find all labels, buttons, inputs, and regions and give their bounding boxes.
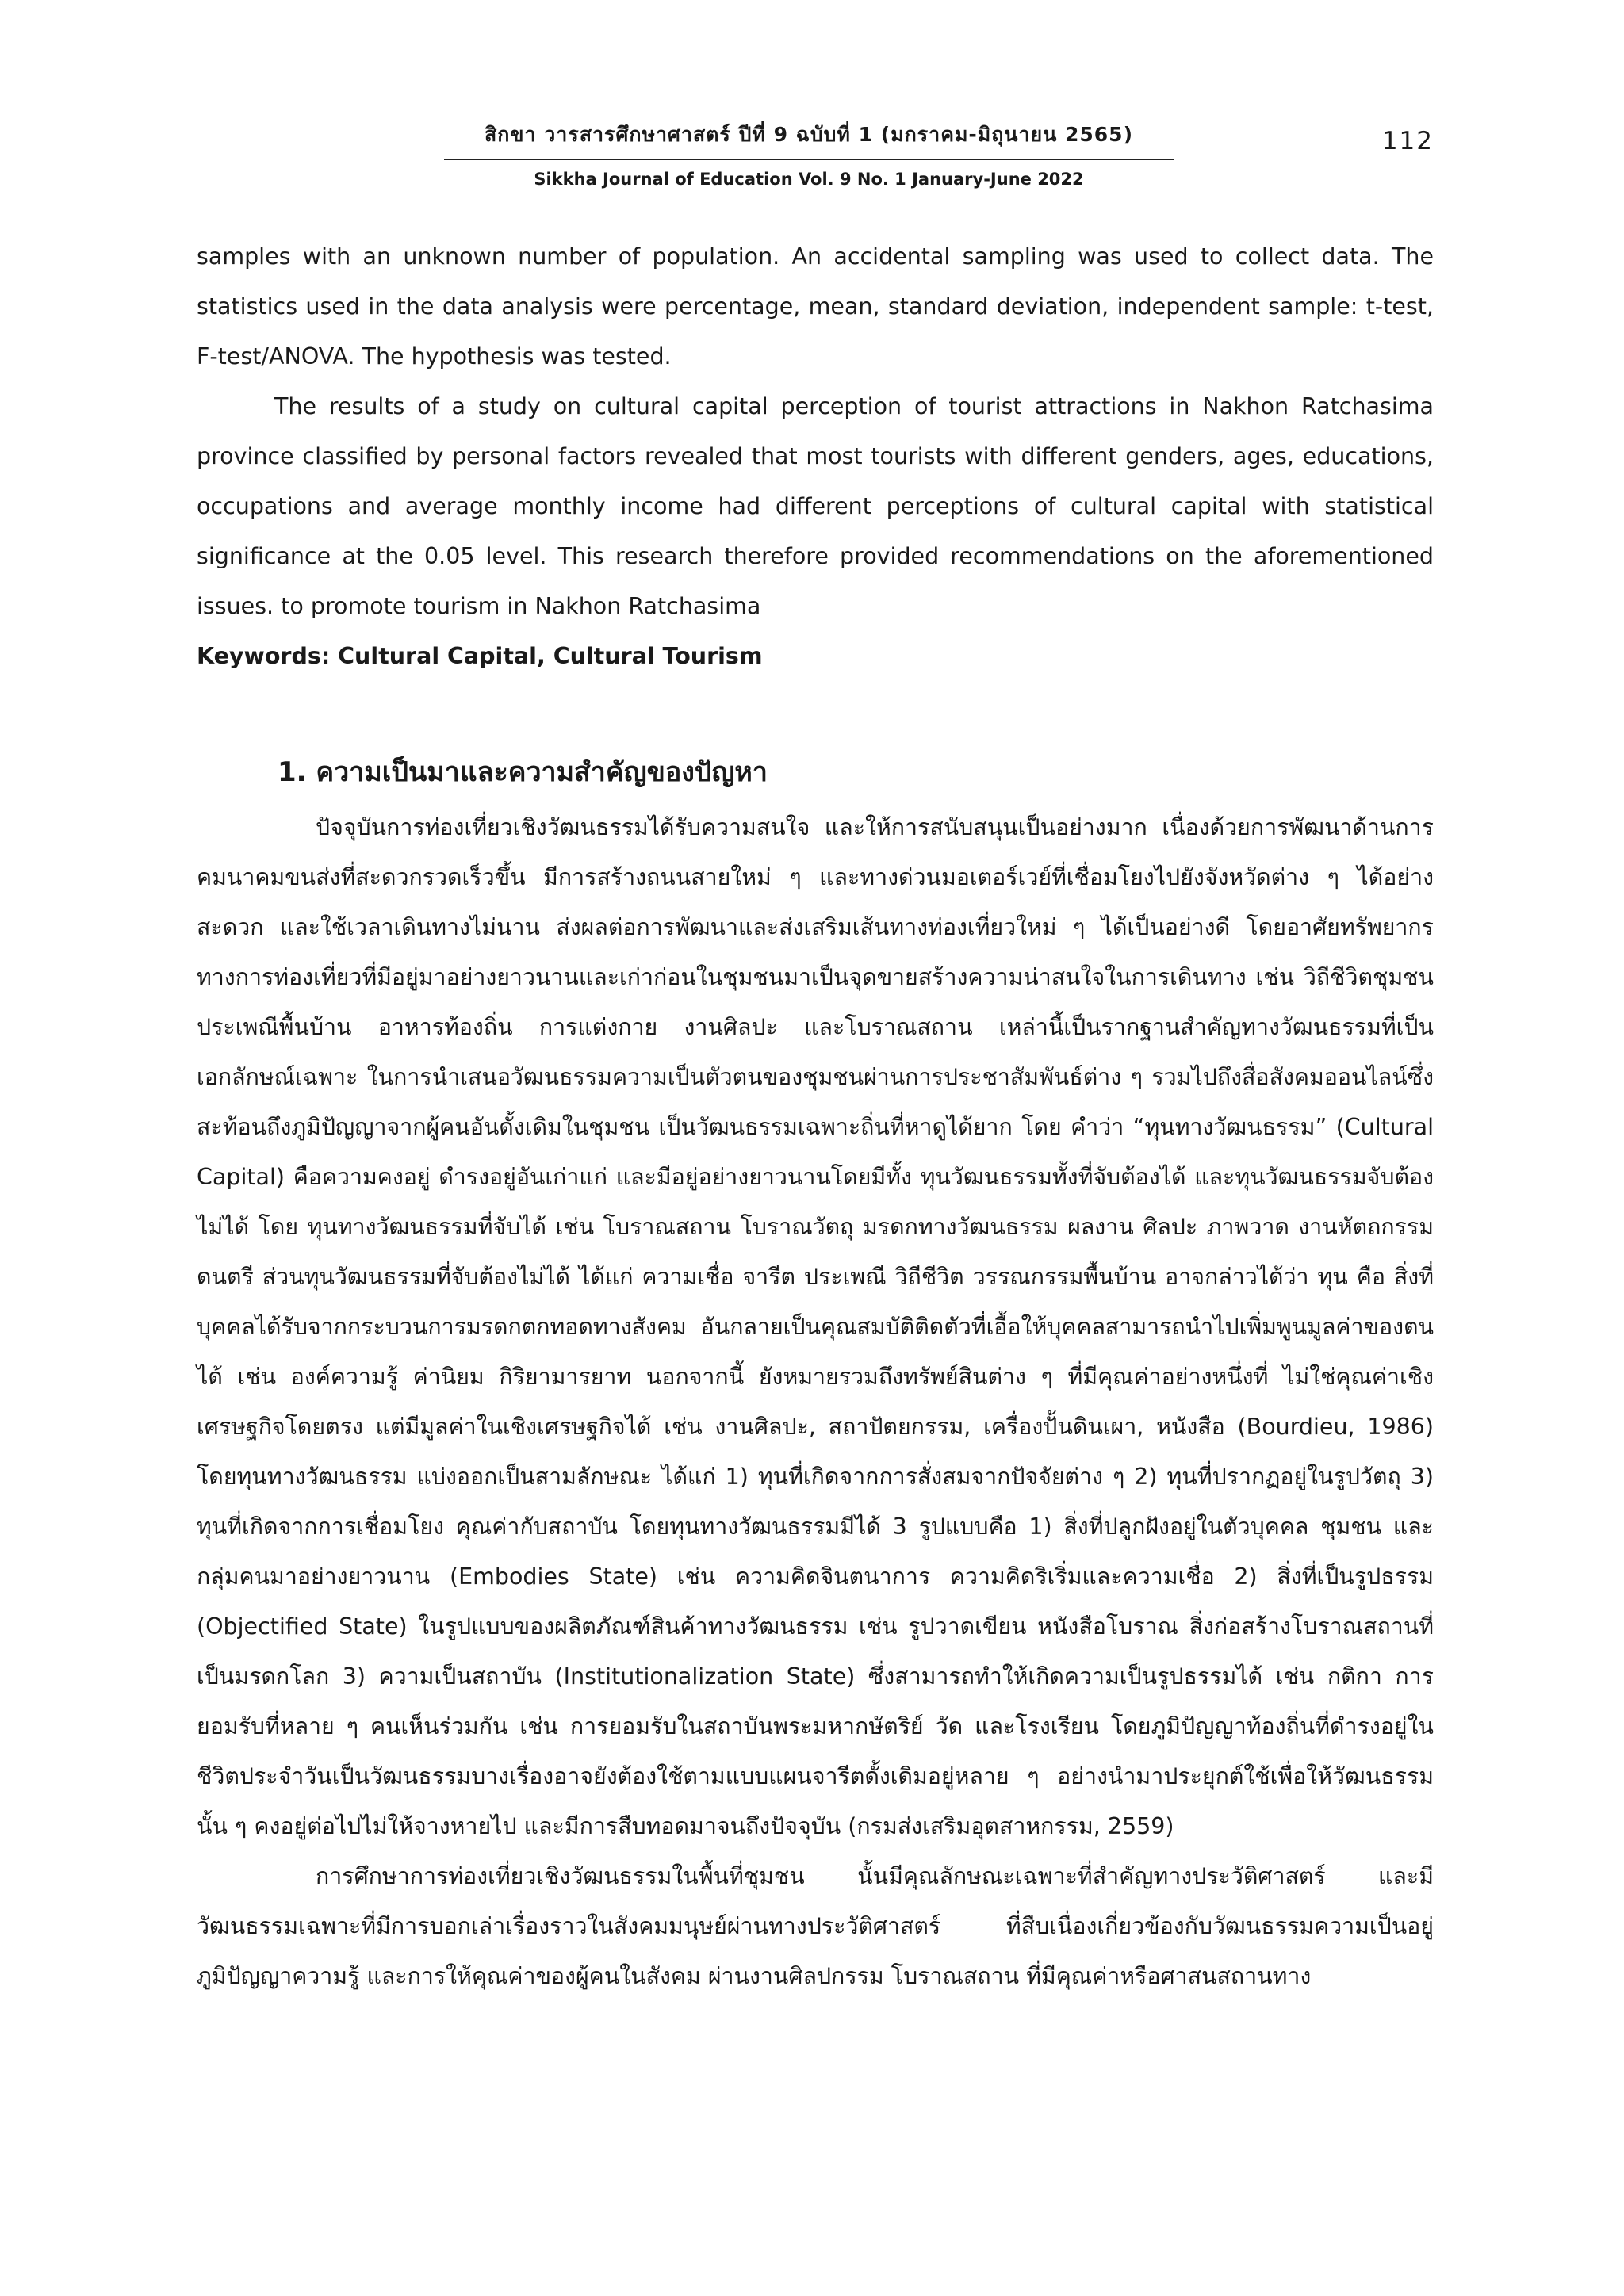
body-paragraph: ปัจจุบันการท่องเที่ยวเชิงวัฒนธรรมได้รับความสนใจ และให้การสนับสนุนเป็นอย่างมาก เนื่องด้วยการพัฒนาด้านการคมนาคมขนส่งที่สะดวกรวดเร็วขึ้น มีการสร้างถนนสายใหม่ ๆ และทางด่วนมอเตอร์เวย์ที่เชื่อมโยงไปยังจังหวัดต่าง ๆ ได้อย่างสะดวก และใช้เวลาเดินทางไม่นาน ส่งผลต่อการพัฒนาและส่งเสริมเส้นทางท่องเที่ยวใหม่ ๆ ได้เป็นอย่างดี โดยอาศัยทรัพยากรทางการท่องเที่ยวที่มีอยู่มาอย่างยาวนานและเก่าก่อนในชุมชนมาเป็นจุดขายสร้างความน่าสนใจในการเดินทาง เช่น วิถีชีวิตชุมชน ประเพณีพื้นบ้าน อาหารท้องถิ่น การแต่งกาย งานศิลปะ และโบราณสถาน เหล่านี้เป็นรากฐานสำคัญทางวัฒนธรรมที่เป็นเอกลักษณ์เฉพาะ ในการนำเสนอวัฒนธรรมความเป็นตัวตนของชุมชนผ่านการประชาสัมพันธ์ต่าง ๆ รวมไปถึงสื่อสังคมออนไลน์ซึ่งสะท้อนถึงภูมิปัญญาจากผู้คนอันดั้งเดิมในชุมชน เป็นวัฒนธรรมเฉพาะถิ่นที่หาดูได้ยาก โดย คำว่า “ทุนทางวัฒนธรรม” (Cultural Capital) คือความคงอยู่ ดำรงอยู่อันเก่าแก่ และมีอยู่อย่างยาวนานโดยมีทั้ง ทุนวัฒนธรรมทั้งที่จับต้องได้ และทุนวัฒนธรรมจับต้องไม่ได้ โดย ทุนทางวัฒนธรรมที่จับได้ เช่น โบราณสถาน โบราณวัตถุ มรดกทางวัฒนธรรม ผลงาน ศิลปะ ภาพวาด งานหัตถกรรม ดนตรี ส่วนทุนวัฒนธรรมที่จับต้องไม่ได้ ได้แก่ ความเชื่อ จารีต ประเพณี วิถีชีวิต วรรณกรรมพื้นบ้าน อาจกล่าวได้ว่า ทุน คือ สิ่งที่บุคคลได้รับจากกระบวนการมรดกตกทอดทางสังคม อันกลายเป็นคุณสมบัติติดตัวที่เอื้อให้บุคคลสามารถนำไปเพิ่มพูนมูลค่าของตนได้ เช่น องค์ความรู้ ค่านิยม กิริยามารยาท นอกจากนี้ ยังหมายรวมถึงทรัพย์สินต่าง ๆ ที่มีคุณค่าอย่างหนึ่งที่ ไม่ใช่คุณค่าเชิงเศรษฐกิจโดยตรง แต่มีมูลค่าในเชิงเศรษฐกิจได้ เช่น งานศิลปะ, สถาปัตยกรรม, เครื่องปั้นดินเผา, หนังสือ (Bourdieu, 1986) โดยทุนทางวัฒนธรรม แบ่งออกเป็นสามลักษณะ ได้แก่ 1) ทุนที่เกิดจากการสั่งสมจากปัจจัยต่าง ๆ 2) ทุนที่ปรากฏอยู่ในรูปวัตถุ 3) ทุนที่เกิดจากการเชื่อมโยง คุณค่ากับสถาบัน โดยทุนทางวัฒนธรรมมีได้ 3 รูปแบบคือ 1) สิ่งที่ปลูกฝังอยู่ในตัวบุคคล ชุมชน และกลุ่มคนมาอย่างยาวนาน (Embodies State) เช่น ความคิดจินตนาการ ความคิดริเริ่มและความเชื่อ 2) สิ่งที่เป็นรูปธรรม (Objectified State) ในรูปแบบของผลิตภัณฑ์สินค้าทางวัฒนธรรม เช่น รูปวาดเขียน หนังสือโบราณ สิ่งก่อสร้างโบราณสถานที่เป็นมรดกโลก 3) ความเป็นสถาบัน (Institutionalization State) ซึ่งสามารถทำให้เกิดความเป็นรูปธรรมได้ เช่น กติกา การยอมรับที่หลาย ๆ คนเห็นร่วมกัน เช่น การยอมรับในสถาบันพระมหากษัตริย์ วัด และโรงเรียน โดยภูมิปัญญาท้องถิ่นที่ดำรงอยู่ในชีวิตประจำวันเป็นวัฒนธรรมบางเรื่องอาจยังต้องใช้ตามแบบแผนจารีตดั้งเดิมอยู่หลาย ๆ อย่างนำมาประยุกต์ใช้เพื่อให้วัฒนธรรมนั้น ๆ คงอยู่ต่อไปไม่ให้จางหายไป และมีการสืบทอดมาจนถึงปัจจุบัน (กรมส่งเสริมอุตสาหกรรม, 2559) (197, 814, 1434, 1839)
running-header (444, 119, 1174, 189)
keywords-line: Keywords: Cultural Capital, Cultural Tourism (197, 643, 763, 669)
body-paragraph: การศึกษาการท่องเที่ยวเชิงวัฒนธรรมในพื้นที่ชุมชน นั้นมีคุณลักษณะเฉพาะที่สำคัญทางประวัติศาสตร์ และมีวัฒนธรรมเฉพาะที่มีการบอกเล่าเรื่องราวในสังคมมนุษย์ผ่านทางประวัติศาสตร์ ที่สืบเนื่องเกี่ยวข้องกับวัฒนธรรมความเป็นอยู่ภูมิปัญญาความรู้ และการให้คุณค่าของผู้คนในสังคม ผ่านงานศิลปกรรม โบราณสถาน ที่มีคุณค่าหรือศาสนสถานทาง (197, 1863, 1434, 1989)
abstract-paragraph: The results of a study on cultural capital perception of tourist attractions in Nakhon Ratchasima province classified by personal factors revealed that most tourists with different genders, ages, educations, occupations and average monthly income had different perceptions of cultural capital with statistical significance at the 0.05 level. This research therefore provided recommendations on the aforementioned issues. to promote tourism in Nakhon Ratchasima (197, 393, 1434, 619)
journal-title-thai: สิกขา วารสารศึกษาศาสตร์ ปีที่ 9 ฉบับที่ 1 (มกราคม-มิถุนายน 2565) (444, 119, 1174, 160)
journal-title-english: Sikkha Journal of Education Vol. 9 No. 1 January-June 2022 (534, 170, 1084, 189)
abstract-paragraph: samples with an unknown number of population. An accidental sampling was used to collect data. The statistics used in the data analysis were percentage, mean, standard deviation, independent sample: t-test, F-test/ANOVA. The hypothesis was tested. (197, 243, 1434, 369)
section-body (197, 802, 1434, 2001)
abstract-continuation (197, 232, 1434, 681)
page-number: 112 (1381, 127, 1434, 155)
section-heading: 1. ความเป็นมาและความสำคัญของปัญหา (278, 756, 768, 788)
